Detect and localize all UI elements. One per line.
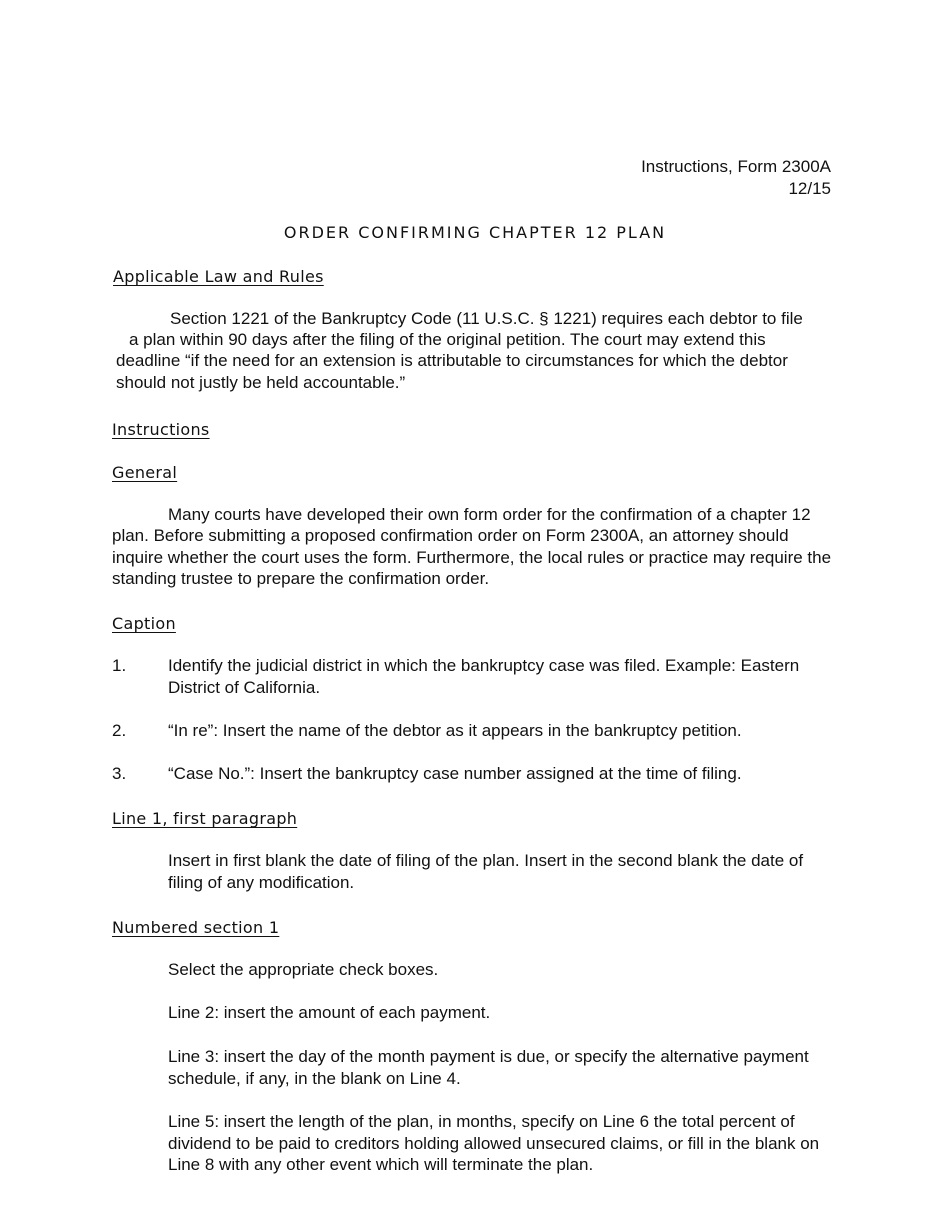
heading-general: General: [112, 463, 178, 482]
form-reference: Instructions, Form 2300A: [641, 157, 831, 176]
numbered-1-paragraph: Line 5: insert the length of the plan, in months, specify on Line 6 the total percent of: [168, 1112, 795, 1131]
numbered-1-paragraph: dividend to be paid to creditors holding allowed unsecured claims, or fill in the blank on: [168, 1134, 820, 1153]
heading-line-1: Line 1, first paragraph: [112, 809, 298, 828]
heading-numbered-section-1: Numbered section 1: [112, 918, 280, 937]
general-line-4: standing trustee to prepare the confirmation order.: [112, 569, 490, 588]
numbered-1-paragraph: Line 2: insert the amount of each payment.: [168, 1003, 491, 1022]
caption-item-number: 3.: [112, 764, 127, 783]
applicable-law-line-4: should not justly be held accountable.”: [116, 373, 406, 392]
line-1-text: Insert in first blank the date of filing of the plan. Insert in the second blank the date of: [168, 851, 804, 870]
heading-instructions: Instructions: [112, 420, 210, 439]
general-line-1: Many courts have developed their own form order for the confirmation of a chapter 12: [168, 505, 811, 524]
caption-item-number: 2.: [112, 721, 127, 740]
caption-item-text: “Case No.”: Insert the bankruptcy case number assigned at the time of filing.: [168, 764, 742, 783]
applicable-law-line-2: a plan within 90 days after the filing of the original petition. The court may extend this: [129, 330, 766, 349]
general-line-3: inquire whether the court uses the form. Furthermore, the local rules or practice may require the: [112, 548, 832, 567]
numbered-1-paragraph: Line 8 with any other event which will terminate the plan.: [168, 1155, 594, 1174]
numbered-1-paragraph: Select the appropriate check boxes.: [168, 960, 439, 979]
caption-item-number: 1.: [112, 656, 127, 675]
numbered-1-paragraph: schedule, if any, in the blank on Line 4.: [168, 1069, 461, 1088]
heading-applicable-law: Applicable Law and Rules: [113, 267, 324, 286]
caption-item-text: District of California.: [168, 678, 321, 697]
caption-item-text: Identify the judicial district in which the bankruptcy case was filed. Example: Eastern: [168, 656, 800, 675]
heading-caption: Caption: [112, 614, 176, 633]
applicable-law-line-3: deadline “if the need for an extension is attributable to circumstances for which the debtor: [116, 351, 788, 370]
numbered-1-paragraph: Line 3: insert the day of the month payment is due, or specify the alternative payment: [168, 1047, 809, 1066]
caption-item-text: “In re”: Insert the name of the debtor as it appears in the bankruptcy petition.: [168, 721, 742, 740]
page-title: ORDER CONFIRMING CHAPTER 12 PLAN: [283, 223, 667, 242]
line-1-text: filing of any modification.: [168, 873, 355, 892]
form-date: 12/15: [788, 179, 831, 198]
general-line-2: plan. Before submitting a proposed confirmation order on Form 2300A, an attorney should: [112, 526, 789, 545]
applicable-law-line-1: Section 1221 of the Bankruptcy Code (11 U.S.C. § 1221) requires each debtor to file: [170, 309, 803, 328]
